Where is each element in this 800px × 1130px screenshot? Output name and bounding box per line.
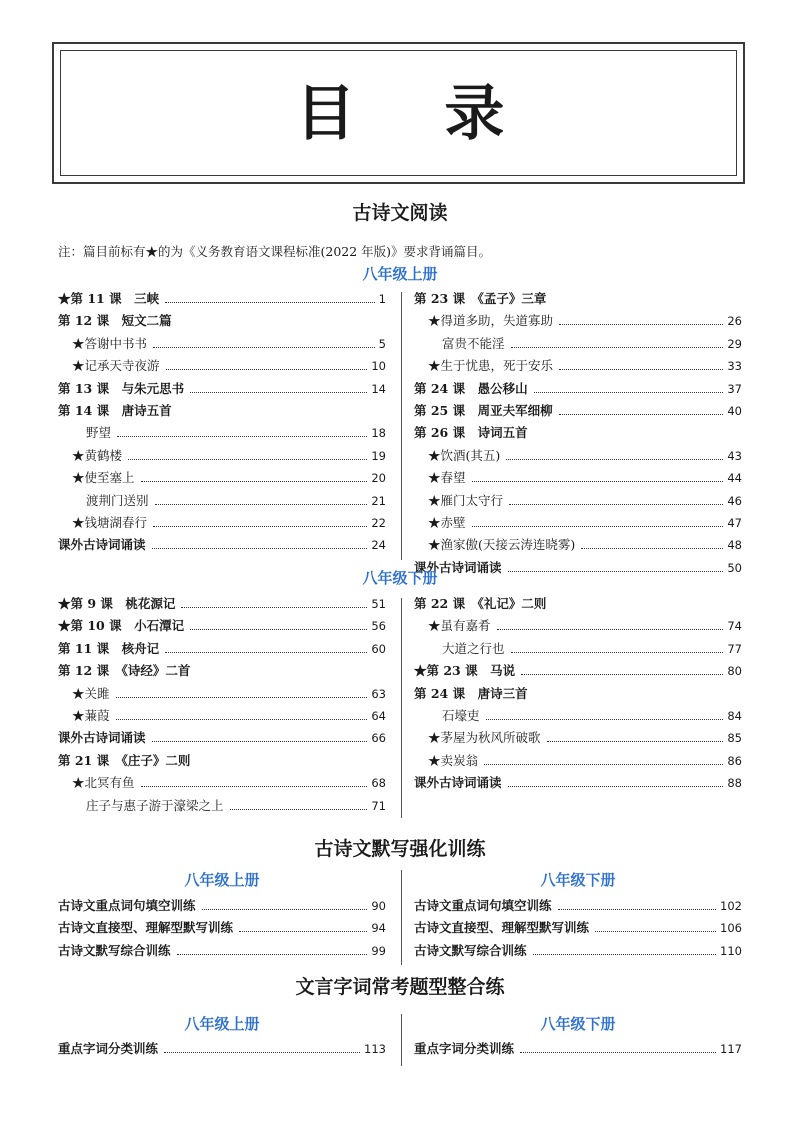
toc-list-upper-left [58, 289, 386, 558]
page-number: 64 [371, 708, 386, 723]
toc-list-upper-right [414, 289, 742, 580]
toc-entry[interactable] [414, 751, 742, 773]
page-number: 90 [371, 899, 386, 913]
page-title: 目 录 [295, 79, 539, 149]
dot-leader [511, 652, 724, 653]
dot-leader [511, 347, 724, 348]
page-number: 24 [371, 538, 386, 553]
toc-entry-title: 古诗文默写综合训练 [414, 942, 527, 958]
dot-leader [165, 302, 375, 303]
toc-entry-title: 课外古诗词诵读 [58, 730, 146, 746]
page-number: 113 [364, 1042, 386, 1056]
toc-entry[interactable] [414, 918, 742, 940]
toc-entry[interactable] [414, 535, 742, 557]
dot-leader [559, 324, 723, 325]
dot-leader [239, 931, 367, 932]
toc-entry-title: 渡荆门送别 [86, 492, 149, 508]
page-number: 63 [371, 686, 386, 701]
toc-entry[interactable] [414, 311, 742, 333]
grade-heading-upper: 八年级上册 [184, 871, 260, 889]
toc-entry-title: 富贵不能淫 [442, 335, 505, 351]
toc-entry[interactable] [58, 535, 386, 557]
toc-entry-title: ★雁门太守行 [428, 492, 504, 508]
toc-entry[interactable] [414, 356, 742, 378]
toc-entry[interactable] [414, 773, 742, 795]
page-number: 18 [371, 426, 386, 441]
page-number: 80 [727, 664, 742, 679]
toc-entry[interactable] [58, 513, 386, 535]
toc-entry[interactable] [58, 918, 386, 940]
toc-list-vocabulary-right [414, 1039, 742, 1061]
toc-entry-title: ★黄鹤楼 [72, 447, 123, 463]
dot-leader [153, 526, 367, 527]
column-divider [401, 292, 402, 560]
dot-leader [152, 741, 368, 742]
toc-entry-title: ★饮酒(其五) [428, 447, 501, 463]
dot-leader [153, 347, 375, 348]
toc-entry-title: 第 26 课 诗词五首 [414, 425, 528, 441]
page-number: 1 [378, 292, 386, 306]
dot-leader [558, 909, 717, 910]
toc-entry-title: ★第 11 课 三峡 [58, 291, 160, 306]
dot-leader [230, 809, 368, 810]
page-number: 99 [371, 943, 386, 958]
toc-entry[interactable] [58, 594, 386, 616]
page-number: 48 [727, 538, 742, 553]
toc-list-dictation-right [414, 896, 742, 963]
toc-entry-title: 第 24 课 唐诗三首 [414, 685, 528, 701]
toc-entry-title: ★第 23 课 马说 [414, 663, 516, 679]
page-number: 46 [727, 493, 742, 508]
toc-entry[interactable] [58, 356, 386, 378]
toc-entry-title: 第 23 课 《孟子》三章 [414, 291, 547, 306]
dot-leader [155, 504, 368, 505]
column-divider [401, 598, 402, 818]
toc-entry-title: 第 13 课 与朱元思书 [58, 380, 185, 396]
toc-entry-title: 庄子与惠子游于濠梁之上 [86, 797, 224, 813]
toc-entry-title: 古诗文重点词句填空训练 [414, 898, 552, 913]
page-number: 37 [727, 381, 742, 396]
toc-entry[interactable] [414, 706, 742, 728]
toc-entry[interactable] [414, 289, 742, 311]
dot-leader [164, 1052, 360, 1053]
dot-leader [559, 369, 723, 370]
grade-heading-lower: 八年级下册 [362, 569, 438, 587]
grade-heading-lower: 八年级下册 [540, 871, 616, 889]
toc-entry[interactable] [58, 491, 386, 513]
dot-leader [595, 931, 716, 932]
toc-entry-title: ★记承天寺夜游 [72, 358, 160, 374]
toc-entry[interactable] [58, 446, 386, 468]
toc-entry[interactable] [58, 661, 386, 683]
toc-entry-title: 第 14 课 唐诗五首 [58, 402, 172, 418]
toc-entry[interactable] [414, 941, 742, 963]
toc-entry-title: 古诗文重点词句填空训练 [58, 898, 196, 913]
page-number: 5 [378, 336, 386, 351]
toc-entry-title: ★得道多助，失道寡助 [428, 313, 554, 329]
dot-leader [181, 607, 367, 608]
page-number: 21 [371, 493, 386, 508]
dot-leader [508, 786, 724, 787]
toc-entry-title: 课外古诗词诵读 [414, 775, 502, 791]
toc-entry[interactable] [414, 684, 742, 706]
toc-entry[interactable] [58, 616, 386, 638]
toc-entry-title: ★蒹葭 [72, 707, 110, 723]
page-number: 29 [727, 336, 742, 351]
page-number: 66 [371, 731, 386, 746]
page-number: 50 [727, 560, 742, 575]
page-number: 94 [371, 921, 386, 936]
section-title-vocabulary: 文言字词常考题型整合练 [295, 976, 505, 998]
dot-leader [520, 1052, 716, 1053]
toc-entry[interactable] [414, 1039, 742, 1061]
dot-leader [116, 697, 368, 698]
page-number: 14 [371, 381, 386, 396]
dot-leader [484, 764, 723, 765]
toc-entry-title: 第 12 课 短文二篇 [58, 313, 172, 329]
toc-entry-title: ★第 10 课 小石潭记 [58, 618, 185, 634]
toc-entry-title: 石壕吏 [442, 707, 480, 723]
dot-leader [533, 954, 717, 955]
toc-entry[interactable] [414, 661, 742, 683]
toc-entry-title: ★卖炭翁 [428, 752, 479, 768]
toc-entry-title: 第 22 课 《礼记》二则 [414, 596, 547, 611]
toc-entry[interactable] [58, 379, 386, 401]
page-number: 22 [371, 515, 386, 530]
toc-entry[interactable] [414, 379, 742, 401]
dot-leader [472, 526, 724, 527]
page-number: 71 [371, 798, 386, 813]
dot-leader [506, 459, 723, 460]
dot-leader [472, 481, 724, 482]
toc-entry[interactable] [414, 513, 742, 535]
toc-entry[interactable] [58, 1039, 386, 1061]
dot-leader [559, 414, 724, 415]
toc-entry[interactable] [58, 289, 386, 311]
page-number: 85 [727, 731, 742, 746]
toc-entry-title: 野望 [86, 425, 112, 441]
dot-leader [141, 481, 368, 482]
toc-entry[interactable] [58, 773, 386, 795]
toc-entry[interactable] [58, 334, 386, 356]
toc-entry-title: 重点字词分类训练 [414, 1041, 515, 1056]
toc-entry-title: ★钱塘湖春行 [72, 514, 148, 530]
page-number: 40 [727, 403, 742, 418]
page-number: 26 [727, 314, 742, 329]
dot-leader [128, 459, 367, 460]
toc-entry[interactable] [414, 594, 742, 616]
toc-entry-title: 重点字词分类训练 [58, 1041, 159, 1056]
page-number: 20 [371, 471, 386, 486]
toc-entry[interactable] [414, 616, 742, 638]
page-number: 56 [371, 619, 386, 634]
toc-entry[interactable] [58, 796, 386, 818]
toc-entry-title: 第 12 课 《诗经》二首 [58, 663, 191, 679]
toc-entry[interactable] [58, 684, 386, 706]
toc-entry-title: ★春望 [428, 470, 466, 486]
column-divider [401, 870, 402, 965]
dot-leader [116, 719, 368, 720]
grade-heading-upper: 八年级上册 [362, 265, 438, 283]
toc-entry-title: 古诗文直接型、理解型默写训练 [414, 920, 590, 936]
toc-entry-title: ★虽有嘉肴 [428, 618, 491, 634]
dot-leader [190, 629, 367, 630]
toc-entry-title: ★渔家傲(天接云涛连晓雾) [428, 537, 576, 553]
toc-entry-title: 大道之行也 [442, 640, 505, 656]
dot-leader [177, 954, 368, 955]
dot-leader [497, 629, 724, 630]
toc-entry[interactable] [58, 401, 386, 423]
toc-entry-title: 课外古诗词诵读 [58, 537, 146, 553]
toc-entry[interactable] [414, 423, 742, 445]
page-number: 74 [727, 619, 742, 634]
toc-list-lower-right [414, 594, 742, 796]
toc-entry-title: ★茅屋为秋风所破歌 [428, 730, 541, 746]
dot-leader [509, 504, 723, 505]
dot-leader [166, 369, 368, 370]
page-number: 43 [727, 448, 742, 463]
page-number: 84 [727, 708, 742, 723]
section-title-reading: 古诗文阅读 [352, 202, 448, 224]
toc-list-lower-left [58, 594, 386, 818]
toc-entry[interactable] [58, 311, 386, 333]
toc-entry[interactable] [58, 941, 386, 963]
page-number: 102 [720, 899, 742, 913]
page-number: 106 [720, 921, 742, 936]
dot-leader [486, 719, 724, 720]
toc-entry[interactable] [414, 896, 742, 918]
toc-entry[interactable] [414, 446, 742, 468]
toc-entry-title: 第 24 课 愚公移山 [414, 380, 528, 396]
page-number: 117 [720, 1042, 742, 1056]
toc-entry[interactable] [58, 423, 386, 445]
toc-entry[interactable] [58, 751, 386, 773]
dot-leader [547, 741, 724, 742]
dot-leader [521, 674, 723, 675]
page-number: 47 [727, 515, 742, 530]
toc-entry[interactable] [58, 639, 386, 661]
toc-entry-title: 第 11 课 核舟记 [58, 640, 160, 656]
toc-entry-title: ★北冥有鱼 [72, 775, 135, 791]
grade-heading-lower: 八年级下册 [540, 1015, 616, 1033]
dot-leader [141, 786, 368, 787]
dot-leader [190, 392, 367, 393]
toc-entry[interactable] [414, 334, 742, 356]
toc-entry-title: ★生于忧患，死于安乐 [428, 358, 554, 374]
toc-entry-title: ★答谢中书书 [72, 335, 148, 351]
dot-leader [152, 548, 368, 549]
toc-entry[interactable] [58, 468, 386, 490]
toc-entry-title: 第 21 课 《庄子》二则 [58, 752, 191, 768]
dot-leader [534, 392, 724, 393]
page-number: 88 [727, 776, 742, 791]
page-number: 68 [371, 776, 386, 791]
toc-entry[interactable] [414, 401, 742, 423]
toc-list-vocabulary-left [58, 1039, 386, 1061]
dot-leader [202, 909, 368, 910]
page-number: 51 [371, 597, 386, 611]
toc-entry-title: ★关雎 [72, 685, 110, 701]
toc-entry-title: 古诗文默写综合训练 [58, 942, 171, 958]
toc-entry[interactable] [58, 728, 386, 750]
toc-entry-title: ★使至塞上 [72, 470, 135, 486]
note-text: 注：篇目前标有★的为《义务教育语文课程标准(2022 年版)》要求背诵篇目。 [58, 244, 492, 259]
toc-entry[interactable] [414, 491, 742, 513]
page-number: 77 [727, 641, 742, 656]
toc-entry-title: 课外古诗词诵读 [414, 559, 502, 575]
toc-entry[interactable] [58, 706, 386, 728]
dot-leader [117, 436, 367, 437]
toc-entry[interactable] [58, 896, 386, 918]
page-number: 19 [371, 448, 386, 463]
page-number: 86 [727, 753, 742, 768]
page-number: 10 [371, 359, 386, 374]
toc-entry[interactable] [414, 728, 742, 750]
page-number: 33 [727, 359, 742, 374]
dot-leader [165, 652, 367, 653]
dot-leader [581, 548, 723, 549]
page-number: 110 [720, 943, 742, 958]
toc-entry-title: 古诗文直接型、理解型默写训练 [58, 920, 234, 936]
toc-entry-title: ★第 9 课 桃花源记 [58, 596, 176, 611]
page-number: 44 [727, 471, 742, 486]
toc-entry-title: 第 25 课 周亚夫军细柳 [414, 402, 553, 418]
grade-heading-upper: 八年级上册 [184, 1015, 260, 1033]
page-number: 60 [371, 641, 386, 656]
toc-list-dictation-left [58, 896, 386, 963]
section-title-dictation: 古诗文默写强化训练 [314, 838, 486, 860]
toc-entry[interactable] [414, 468, 742, 490]
column-divider [401, 1014, 402, 1066]
toc-entry[interactable] [414, 639, 742, 661]
toc-entry-title: ★赤壁 [428, 514, 466, 530]
